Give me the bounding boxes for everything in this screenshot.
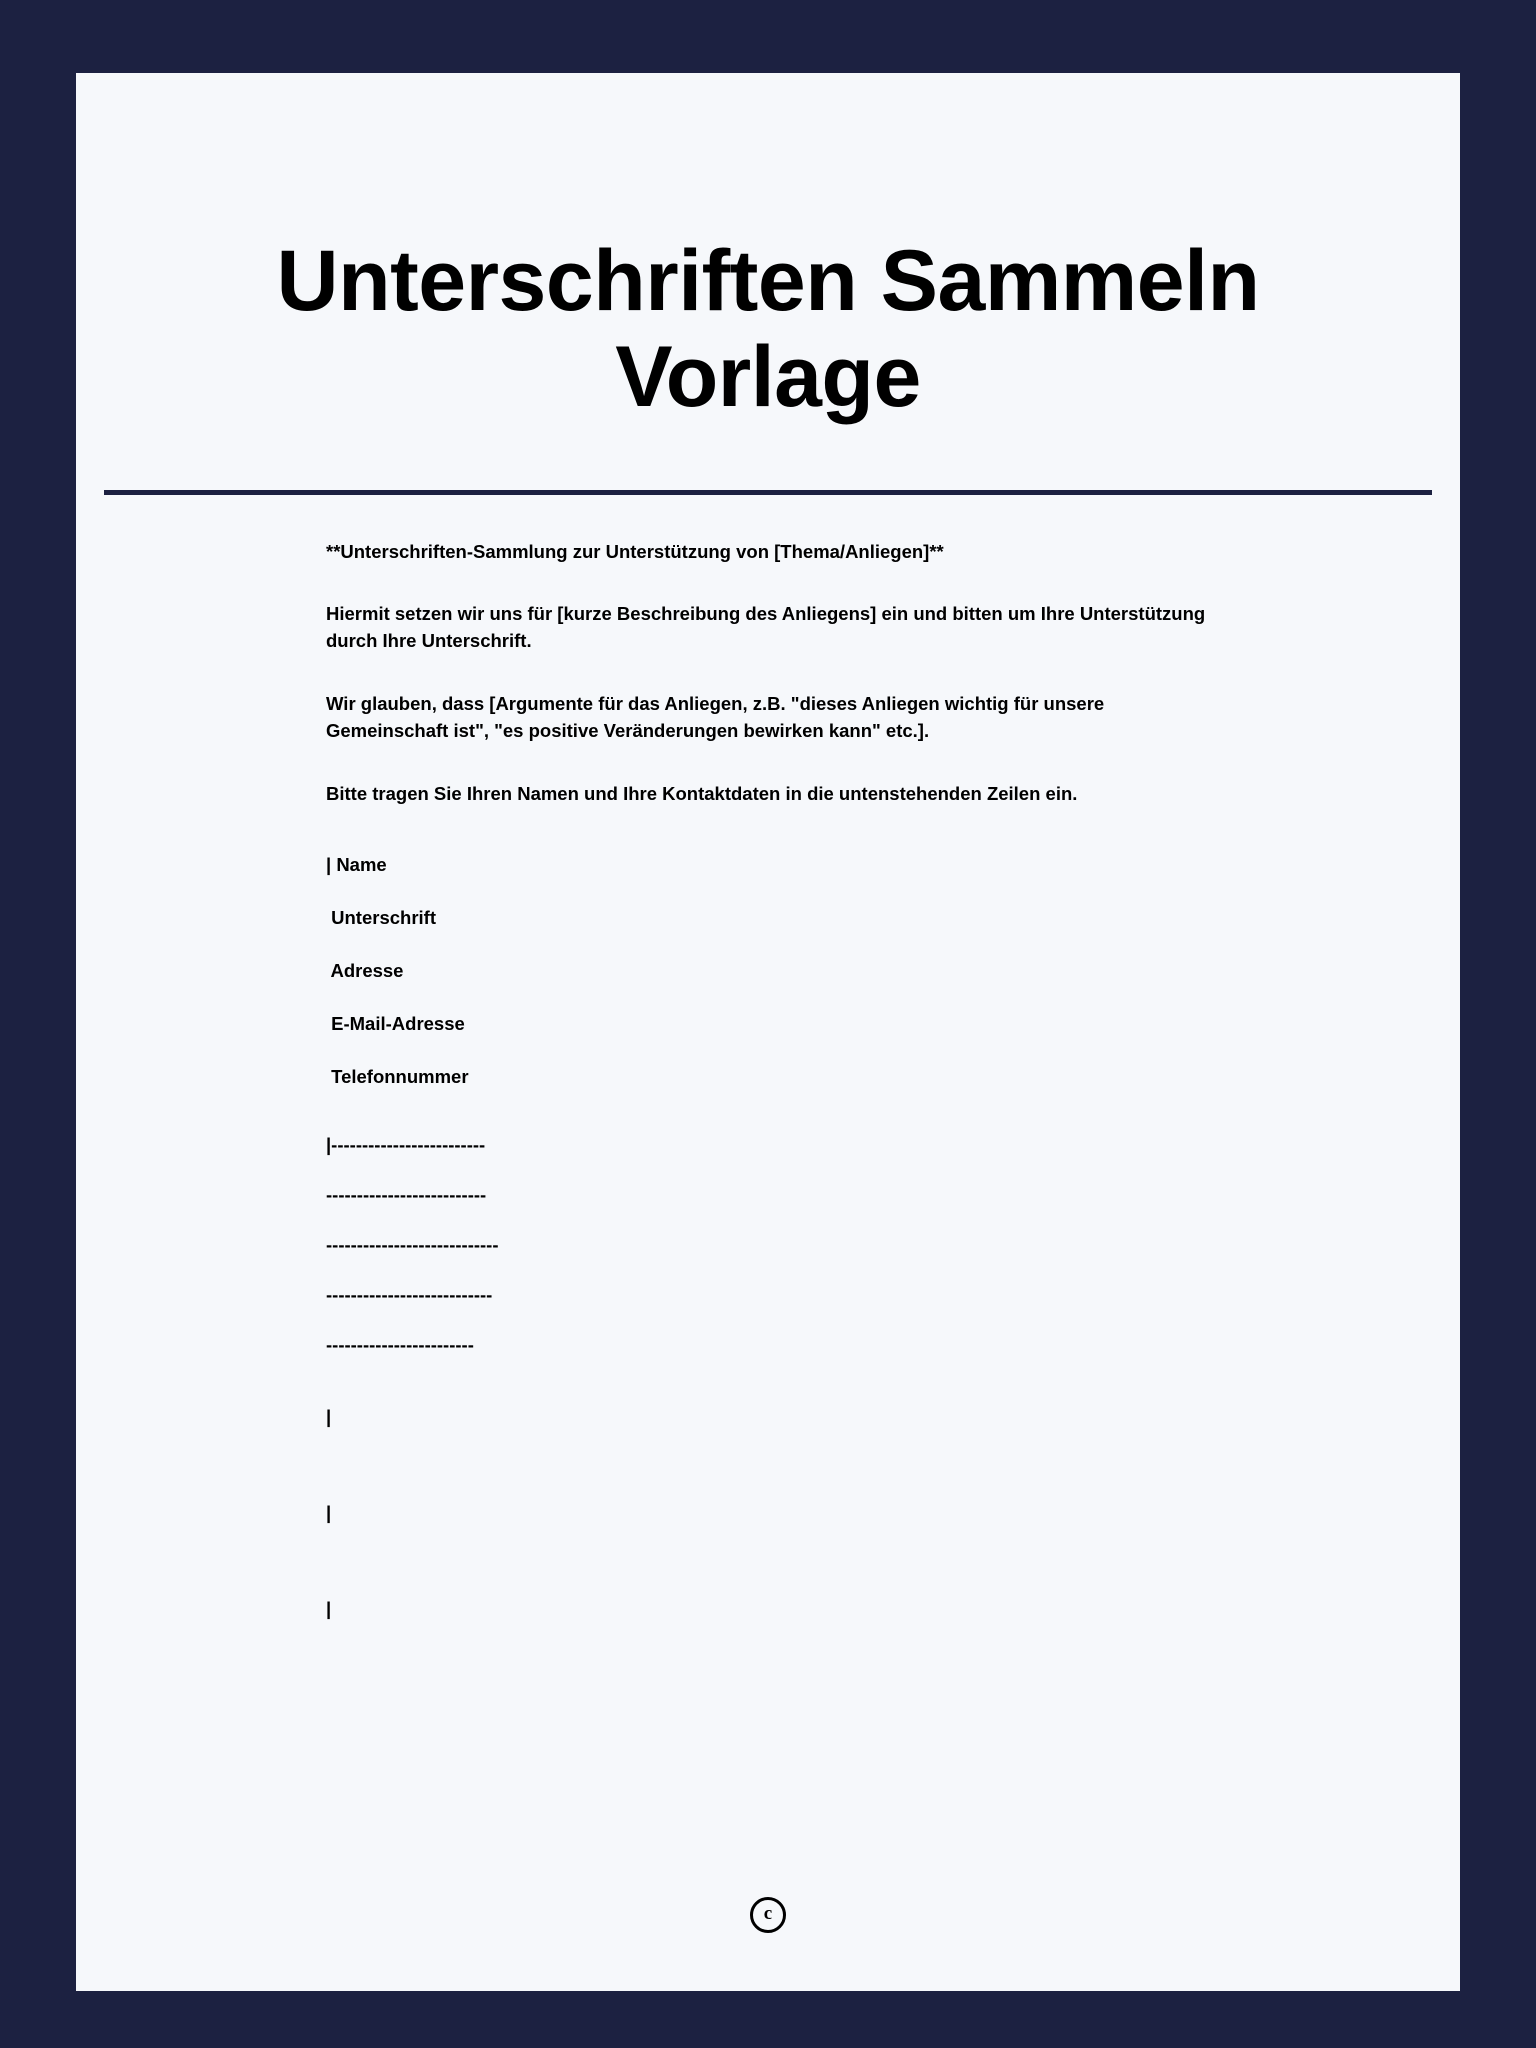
table-separator-row: --------------------------- (326, 1283, 493, 1305)
paragraph-heading: **Unterschriften-Sammlung zur Unterstützung von [Thema/Anliegen]** (326, 540, 944, 562)
signature-table-headers (326, 854, 1214, 1088)
table-header-email: E-Mail-Adresse (326, 1012, 465, 1034)
table-header-address: Adresse (326, 959, 404, 981)
table-row: | (326, 1501, 332, 1523)
table-separator-row: -------------------------- (326, 1183, 487, 1205)
paragraph-intro: Hiermit setzen wir uns für [kurze Beschreibung des Anliegens] ein und bitten um Ihre Unterstützung durch Ihre Unterschrift. (326, 603, 1206, 652)
table-header-signature: Unterschrift (326, 906, 436, 928)
document-footer (76, 1897, 1460, 1933)
table-header-phone: Telefonnummer (326, 1065, 469, 1087)
table-row: | (326, 1405, 332, 1427)
paragraph-arguments: Wir glauben, dass [Argumente für das Anliegen, z.B. "dieses Anliegen wichtig für unsere Gemeinschaft ist", "es positive Veränderungen bewirken kann" etc.]. (326, 693, 1105, 741)
signature-table-separators (326, 1134, 1214, 1356)
table-header-name: | Name (326, 853, 387, 875)
signature-table-empty-rows (326, 1406, 1214, 1694)
table-separator-row: ---------------------------- (326, 1233, 499, 1255)
document-body (76, 495, 1460, 1694)
table-row: | (326, 1597, 332, 1619)
copyright-icon: c (750, 1897, 786, 1933)
paragraph-instruction: Bitte tragen Sie Ihren Namen und Ihre Kontaktdaten in die untenstehenden Zeilen ein. (326, 782, 1078, 804)
document-page (76, 73, 1460, 1991)
table-separator-row: ------------------------ (326, 1333, 474, 1355)
page-title: Unterschriften Sammeln Vorlage (276, 233, 1260, 426)
table-separator-row: |------------------------- (326, 1133, 486, 1155)
